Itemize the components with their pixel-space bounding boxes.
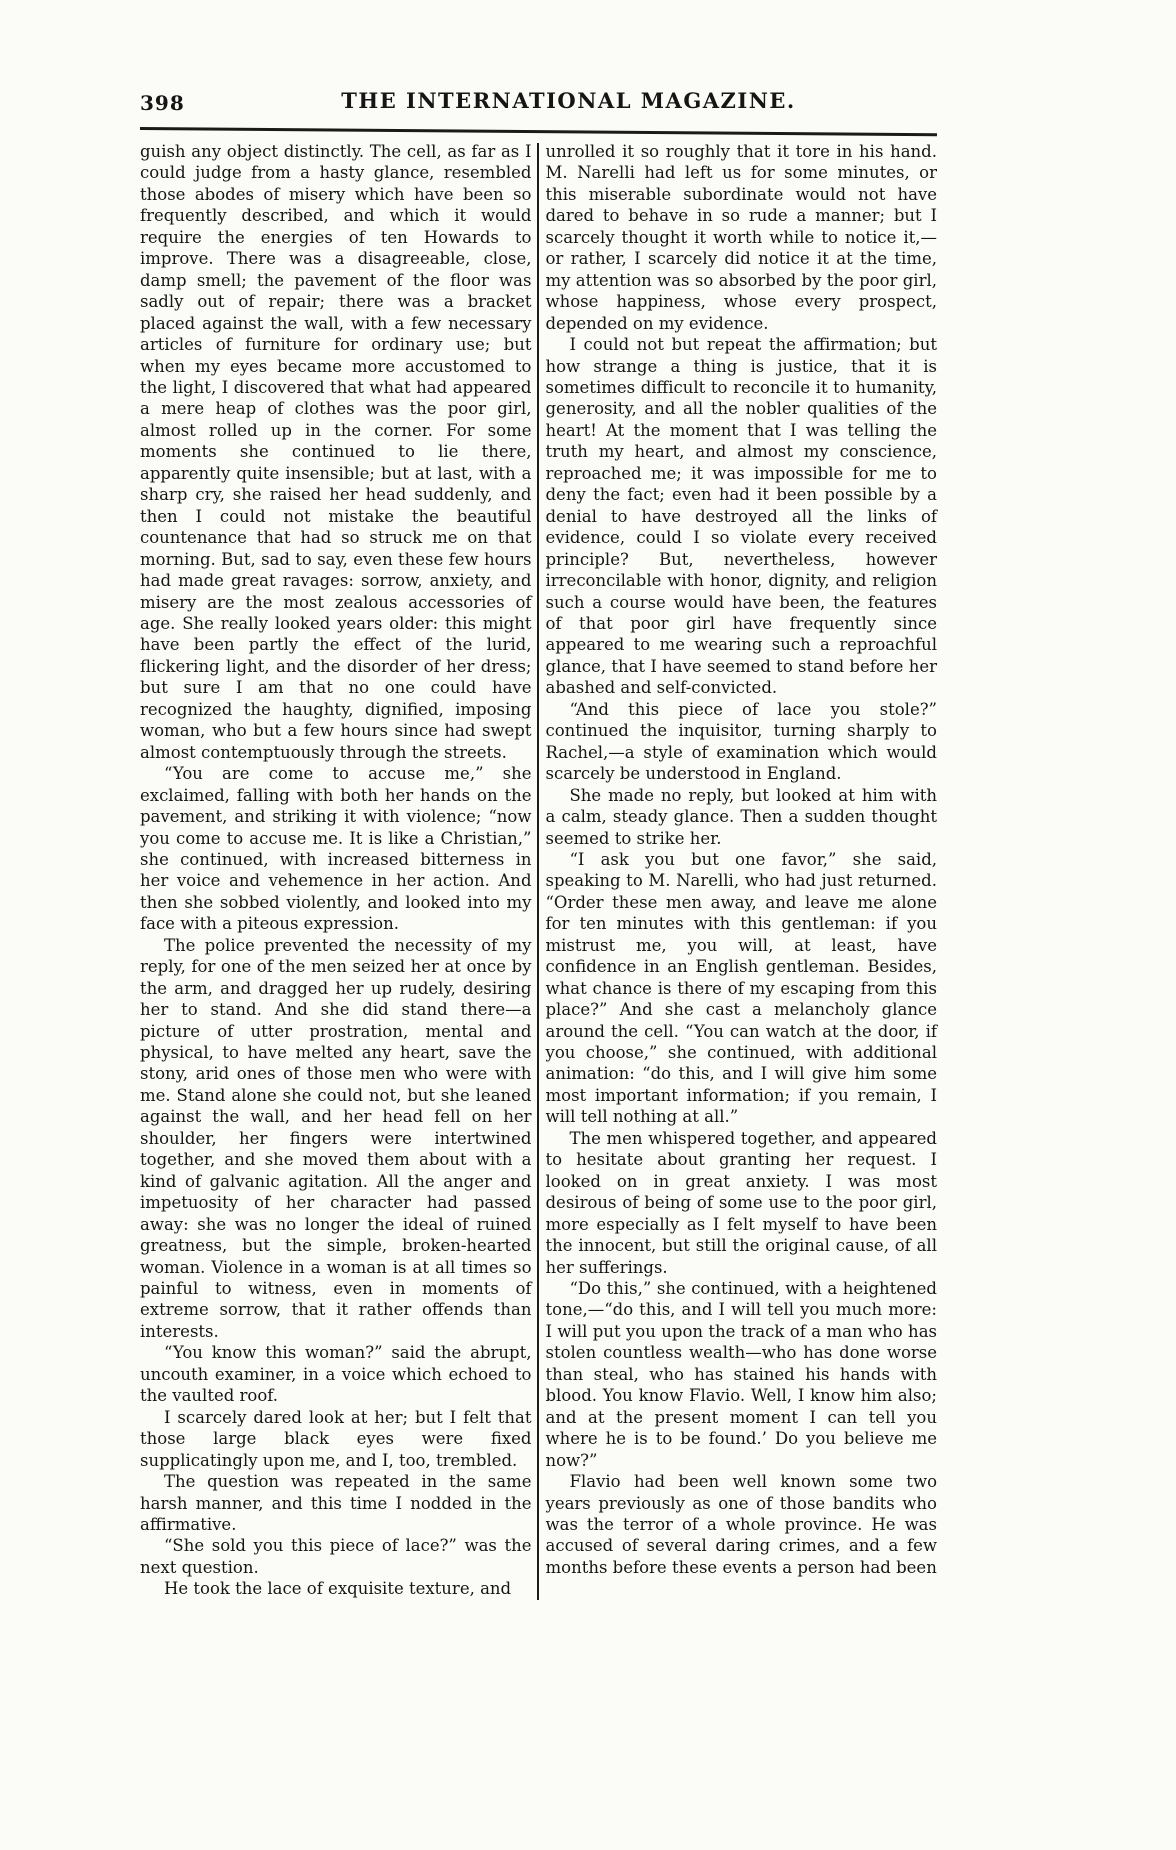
paragraph: “I ask you but one favor,” she said, speaking to M. Narelli, who had just returned. “Order these men away, and leave me alone for ten minutes with this gentleman: if you mistrust me, you will, at least, have confidence in an English gentleman. Besides, what chance is there of my escaping from this place?” And she cast a melancholy glance around the cell. “You can watch at the door, if you choose,” she continued, with additional animation: “do this, and I will give him some most important information; if you remain, I will tell nothing at all.” <box>545 849 937 1127</box>
header-rule <box>140 127 937 136</box>
text-columns <box>140 141 937 1600</box>
paragraph: She made no reply, but looked at him with a calm, steady glance. Then a sudden thought seemed to strike her. <box>545 785 937 848</box>
paragraph: “Do this,” she continued, with a heightened tone,—“do this, and I will tell you much more: I will put you upon the track of a man who has stolen countless wealth—who has done worse than steal, who has stained his hands with blood. You know Flavio. Well, I know him also; and at the present moment I can tell you where he is to be found.’ Do you believe me now?” <box>545 1279 937 1470</box>
page-number: 398 <box>140 91 185 115</box>
page-sheet <box>140 88 937 1600</box>
paragraph: “You know this woman?” said the abrupt, uncouth examiner, in a voice which echoed to the vaulted roof. <box>140 1343 532 1406</box>
paragraph: “She sold you this piece of lace?” was the next question. <box>140 1536 532 1577</box>
left-column <box>140 141 537 1600</box>
masthead <box>140 88 937 118</box>
paragraph: unrolled it so roughly that it tore in his hand. M. Narelli had left us for some minutes, or this miserable subordinate would not have dared to behave in so rude a manner; but I scarcely thought it worth while to notice it,—or rather, I scarcely did notice it at the time, my attention was so absorbed by the poor girl, whose happiness, whose every prospect, depended on my evidence. <box>545 142 937 333</box>
right-column <box>539 141 938 1600</box>
paragraph: “You are come to accuse me,” she exclaimed, falling with both her hands on the pavement, and striking it with violence; “now you come to accuse me. It is like a Christian,” she continued, with increased bitterness in her voice and vehemence in her action. And then she sobbed violently, and looked into my face with a piteous expression. <box>140 764 532 934</box>
paragraph: guish any object distinctly. The cell, as far as I could judge from a hasty glance, resembled those abodes of misery which have been so frequently described, and which it would require the energies of ten Howards to improve. There was a disagreeable, close, damp smell; the pavement of the floor was sadly out of repair; there was a bracket placed against the wall, with a few necessary articles of furniture for ordinary use; but when my eyes became more accustomed to the light, I discovered that what had appeared a mere heap of clothes was the poor girl, almost rolled up in the corner. For some moments she continued to lie there, apparently quite insensible; but at last, with a sharp cry, she raised her head suddenly, and then I could not mistake the beautiful countenance that had so struck me on that morning. But, sad to say, even these few hours had made great ravages: sorrow, anxiety, and misery are the most zealous accessories of age. She really looked years older: this might have been partly the effect of the lurid, flickering light, and the disorder of her dress; but sure I am that no one could have recognized the haughty, dignified, imposing woman, who but a few hours since had swept almost contemptuously through the streets. <box>140 142 532 762</box>
paragraph: The question was repeated in the same harsh manner, and this time I nodded in the affirmative. <box>140 1472 532 1534</box>
paragraph: “And this piece of lace you stole?” continued the inquisitor, turning sharply to Rachel,—a style of examination which would scarcely be understood in England. <box>545 699 937 784</box>
paragraph: He took the lace of exquisite texture, and <box>164 1579 512 1599</box>
paragraph: The police prevented the necessity of my reply, for one of the men seized her at once by the arm, and dragged her up rudely, desiring her to stand. And she did stand there—a picture of utter prostration, mental and physical, to have melted any heart, save the stony, arid ones of those men who were with me. Stand alone she could not, but she leaned against the wall, and her head fell on her shoulder, her fingers were intertwined together, and she moved them about with a kind of galvanic agitation. All the anger and impetuosity of her character had passed away: she was no longer the ideal of ruined greatness, but the simple, broken-hearted woman. Violence in a woman is at all times so painful to witness, even in moments of extreme sorrow, that it rather offends than interests. <box>140 935 532 1341</box>
magazine-title: THE INTERNATIONAL MAGAZINE. <box>341 88 796 113</box>
paragraph: The men whispered together, and appeared to hesitate about granting her request. I looked on in great anxiety. I was most desirous of being of some use to the poor girl, more especially as I felt myself to have been the innocent, but still the original cause, of all her sufferings. <box>545 1128 937 1277</box>
paragraph: I scarcely dared look at her; but I felt that those large black eyes were fixed supplicatingly upon me, and I, too, trembled. <box>140 1407 532 1470</box>
paragraph: Flavio had been well known some two years previously as one of those bandits who was the terror of a whole province. He was accused of several daring crimes, and a few months before these events a person had been <box>545 1472 937 1577</box>
paragraph: I could not but repeat the affirmation; but how strange a thing is justice, that it is sometimes difficult to reconcile it to humanity, generosity, and all the nobler qualities of the heart! At the moment that I was telling the truth my heart, and almost my conscience, reproached me; it was impossible for me to deny the fact; even had it been possible by a denial to have destroyed all the links of evidence, could I so violate every received principle? But, nevertheless, however irreconcilable with honor, dignity, and religion such a course would have been, the features of that poor girl have frequently since appeared to me wearing such a reproachful glance, that I have seemed to stand before her abashed and self-convicted. <box>545 335 937 698</box>
